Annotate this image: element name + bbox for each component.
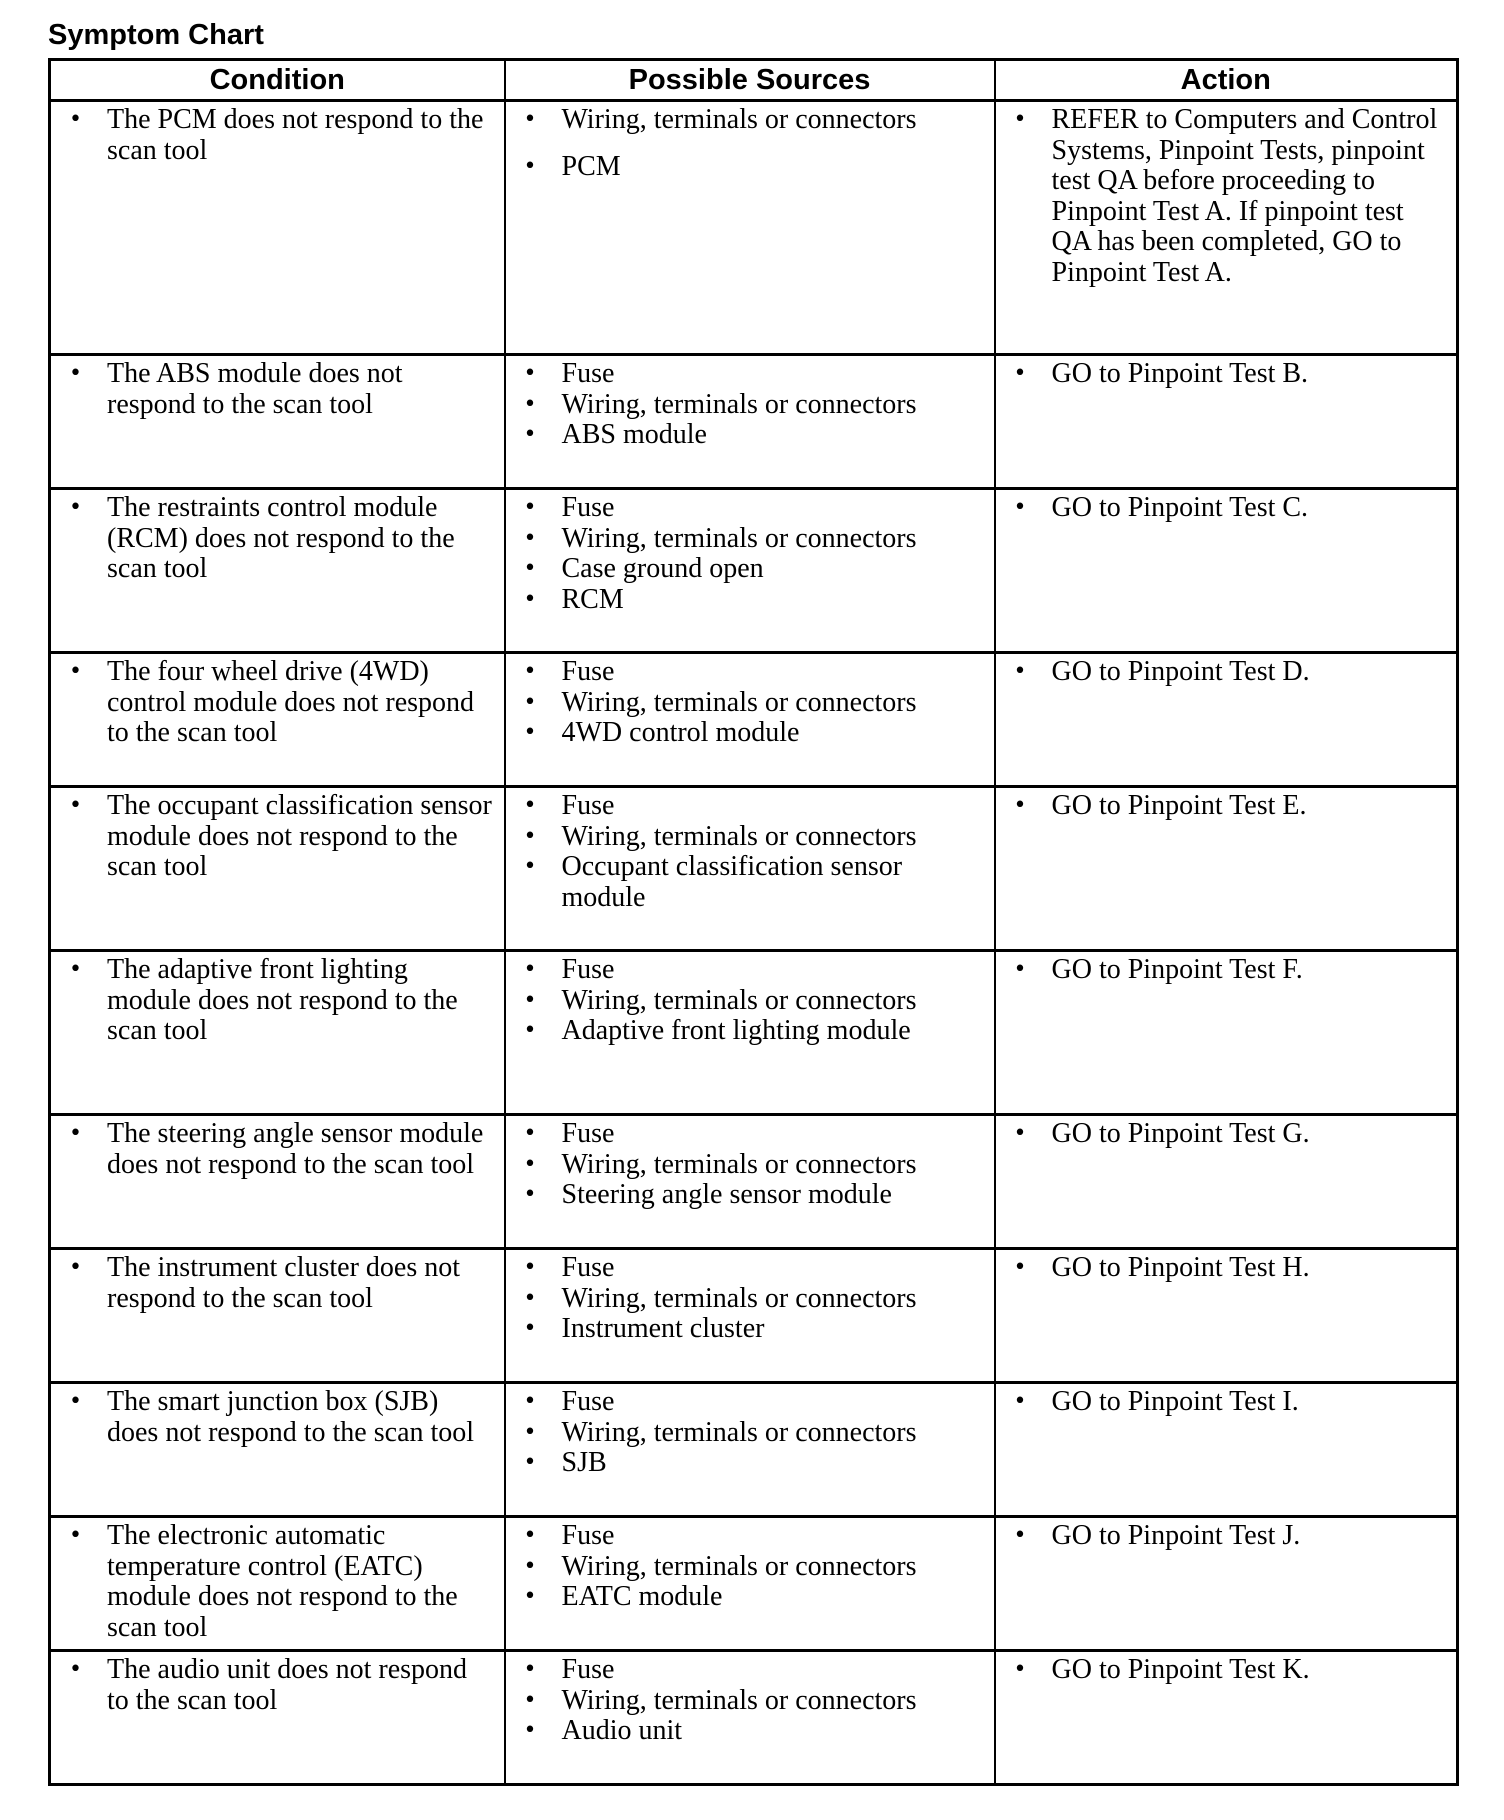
action-cell: [995, 489, 1458, 653]
table-row: [50, 951, 1458, 1115]
action-cell: [995, 1115, 1458, 1249]
source-item: • Fuse: [518, 1655, 984, 1686]
condition-text: • The electronic automatic temperature control (EATC) module does not respond to the scan tool: [63, 1521, 494, 1643]
action-cell: [995, 1383, 1458, 1517]
condition-cell: [50, 1115, 505, 1249]
condition-cell: [50, 951, 505, 1115]
column-header-action: Action: [995, 60, 1458, 101]
table-row: [50, 787, 1458, 951]
action-text: • GO to Pinpoint Test H.: [1008, 1253, 1447, 1284]
source-item: • Wiring, terminals or connectors: [518, 1284, 984, 1315]
action-text: • GO to Pinpoint Test B.: [1008, 359, 1447, 390]
condition-text: • The adaptive front lighting module does not respond to the scan tool: [63, 955, 494, 1047]
possible-sources-cell: [505, 951, 995, 1115]
condition-text: • The instrument cluster does not respond to the scan tool: [63, 1253, 494, 1314]
source-item: • 4WD control module: [518, 718, 984, 749]
condition-cell: [50, 653, 505, 787]
action-cell: [995, 951, 1458, 1115]
document: [48, 12, 1456, 1786]
source-item: • Adaptive front lighting module: [518, 1016, 984, 1047]
condition-cell: [50, 1249, 505, 1383]
source-item: • PCM: [518, 152, 984, 183]
possible-sources-cell: [505, 489, 995, 653]
action-text: • GO to Pinpoint Test E.: [1008, 791, 1447, 822]
source-item: • ABS module: [518, 420, 984, 451]
possible-sources-cell: [505, 101, 995, 355]
source-item: • Fuse: [518, 493, 984, 524]
source-item: • Steering angle sensor module: [518, 1180, 984, 1211]
source-item: • Occupant classification sensor module: [518, 852, 984, 913]
column-header-possible-sources: Possible Sources: [505, 60, 995, 101]
source-item: • Wiring, terminals or connectors: [518, 105, 984, 136]
condition-text: • The steering angle sensor module does not respond to the scan tool: [63, 1119, 494, 1180]
action-cell: [995, 1651, 1458, 1785]
action-text: • GO to Pinpoint Test J.: [1008, 1521, 1447, 1552]
condition-text: • The four wheel drive (4WD) control module does not respond to the scan tool: [63, 657, 494, 749]
action-text: • GO to Pinpoint Test G.: [1008, 1119, 1447, 1150]
source-item: • Wiring, terminals or connectors: [518, 1150, 984, 1181]
condition-cell: [50, 101, 505, 355]
source-item: • Fuse: [518, 1253, 984, 1284]
table-row: [50, 101, 1458, 355]
source-item: • Case ground open: [518, 554, 984, 585]
source-item: • Fuse: [518, 1387, 984, 1418]
table-row: [50, 489, 1458, 653]
action-text: • REFER to Computers and Control Systems, Pinpoint Tests, pinpoint test QA before proceeding to Pinpoint Test A. If pinpoint test QA has been completed, GO to Pinpoint Test A.: [1008, 105, 1447, 288]
source-item: • SJB: [518, 1448, 984, 1479]
source-item: • Wiring, terminals or connectors: [518, 688, 984, 719]
source-item: • Fuse: [518, 955, 984, 986]
source-item: • Wiring, terminals or connectors: [518, 390, 984, 421]
possible-sources-cell: [505, 355, 995, 489]
source-item: • Audio unit: [518, 1716, 984, 1747]
possible-sources-cell: [505, 1383, 995, 1517]
source-item: • Wiring, terminals or connectors: [518, 1418, 984, 1449]
condition-text: • The ABS module does not respond to the scan tool: [63, 359, 494, 420]
source-item: • Wiring, terminals or connectors: [518, 524, 984, 555]
action-text: • GO to Pinpoint Test F.: [1008, 955, 1447, 986]
table-row: [50, 1517, 1458, 1651]
possible-sources-cell: [505, 1115, 995, 1249]
possible-sources-cell: [505, 787, 995, 951]
condition-cell: [50, 489, 505, 653]
condition-text: • The restraints control module (RCM) does not respond to the scan tool: [63, 493, 494, 585]
page-title: Symptom Chart: [48, 19, 264, 51]
source-item: • Fuse: [518, 1521, 984, 1552]
table-row: [50, 653, 1458, 787]
source-item: • Instrument cluster: [518, 1314, 984, 1345]
column-header-condition: Condition: [50, 60, 505, 101]
possible-sources-cell: [505, 1517, 995, 1651]
source-item: • Wiring, terminals or connectors: [518, 986, 984, 1017]
condition-cell: [50, 787, 505, 951]
action-text: • GO to Pinpoint Test D.: [1008, 657, 1447, 688]
source-item: • Wiring, terminals or connectors: [518, 1552, 984, 1583]
source-item: • Fuse: [518, 657, 984, 688]
table-row: [50, 1383, 1458, 1517]
action-cell: [995, 101, 1458, 355]
source-item: • RCM: [518, 585, 984, 616]
action-cell: [995, 1249, 1458, 1383]
source-item: • Fuse: [518, 1119, 984, 1150]
table-body: [50, 101, 1458, 1785]
action-cell: [995, 653, 1458, 787]
source-item: • Fuse: [518, 791, 984, 822]
action-cell: [995, 1517, 1458, 1651]
source-item: • Wiring, terminals or connectors: [518, 1686, 984, 1717]
possible-sources-cell: [505, 1651, 995, 1785]
action-text: • GO to Pinpoint Test I.: [1008, 1387, 1447, 1418]
condition-text: • The PCM does not respond to the scan tool: [63, 105, 494, 166]
action-text: • GO to Pinpoint Test K.: [1008, 1655, 1447, 1686]
table-row: [50, 1651, 1458, 1785]
action-cell: [995, 787, 1458, 951]
table-row: [50, 355, 1458, 489]
action-text: • GO to Pinpoint Test C.: [1008, 493, 1447, 524]
source-item: • Fuse: [518, 359, 984, 390]
source-item: • Wiring, terminals or connectors: [518, 822, 984, 853]
symptom-chart-table: [48, 58, 1459, 1786]
condition-cell: [50, 1383, 505, 1517]
condition-cell: [50, 1517, 505, 1651]
condition-text: • The occupant classification sensor module does not respond to the scan tool: [63, 791, 494, 883]
possible-sources-cell: [505, 653, 995, 787]
condition-text: • The audio unit does not respond to the scan tool: [63, 1655, 494, 1716]
table-row: [50, 1249, 1458, 1383]
condition-text: • The smart junction box (SJB) does not respond to the scan tool: [63, 1387, 494, 1448]
action-cell: [995, 355, 1458, 489]
table-row: [50, 1115, 1458, 1249]
condition-cell: [50, 355, 505, 489]
possible-sources-cell: [505, 1249, 995, 1383]
condition-cell: [50, 1651, 505, 1785]
header-row: [50, 60, 1458, 101]
source-item: • EATC module: [518, 1582, 984, 1613]
